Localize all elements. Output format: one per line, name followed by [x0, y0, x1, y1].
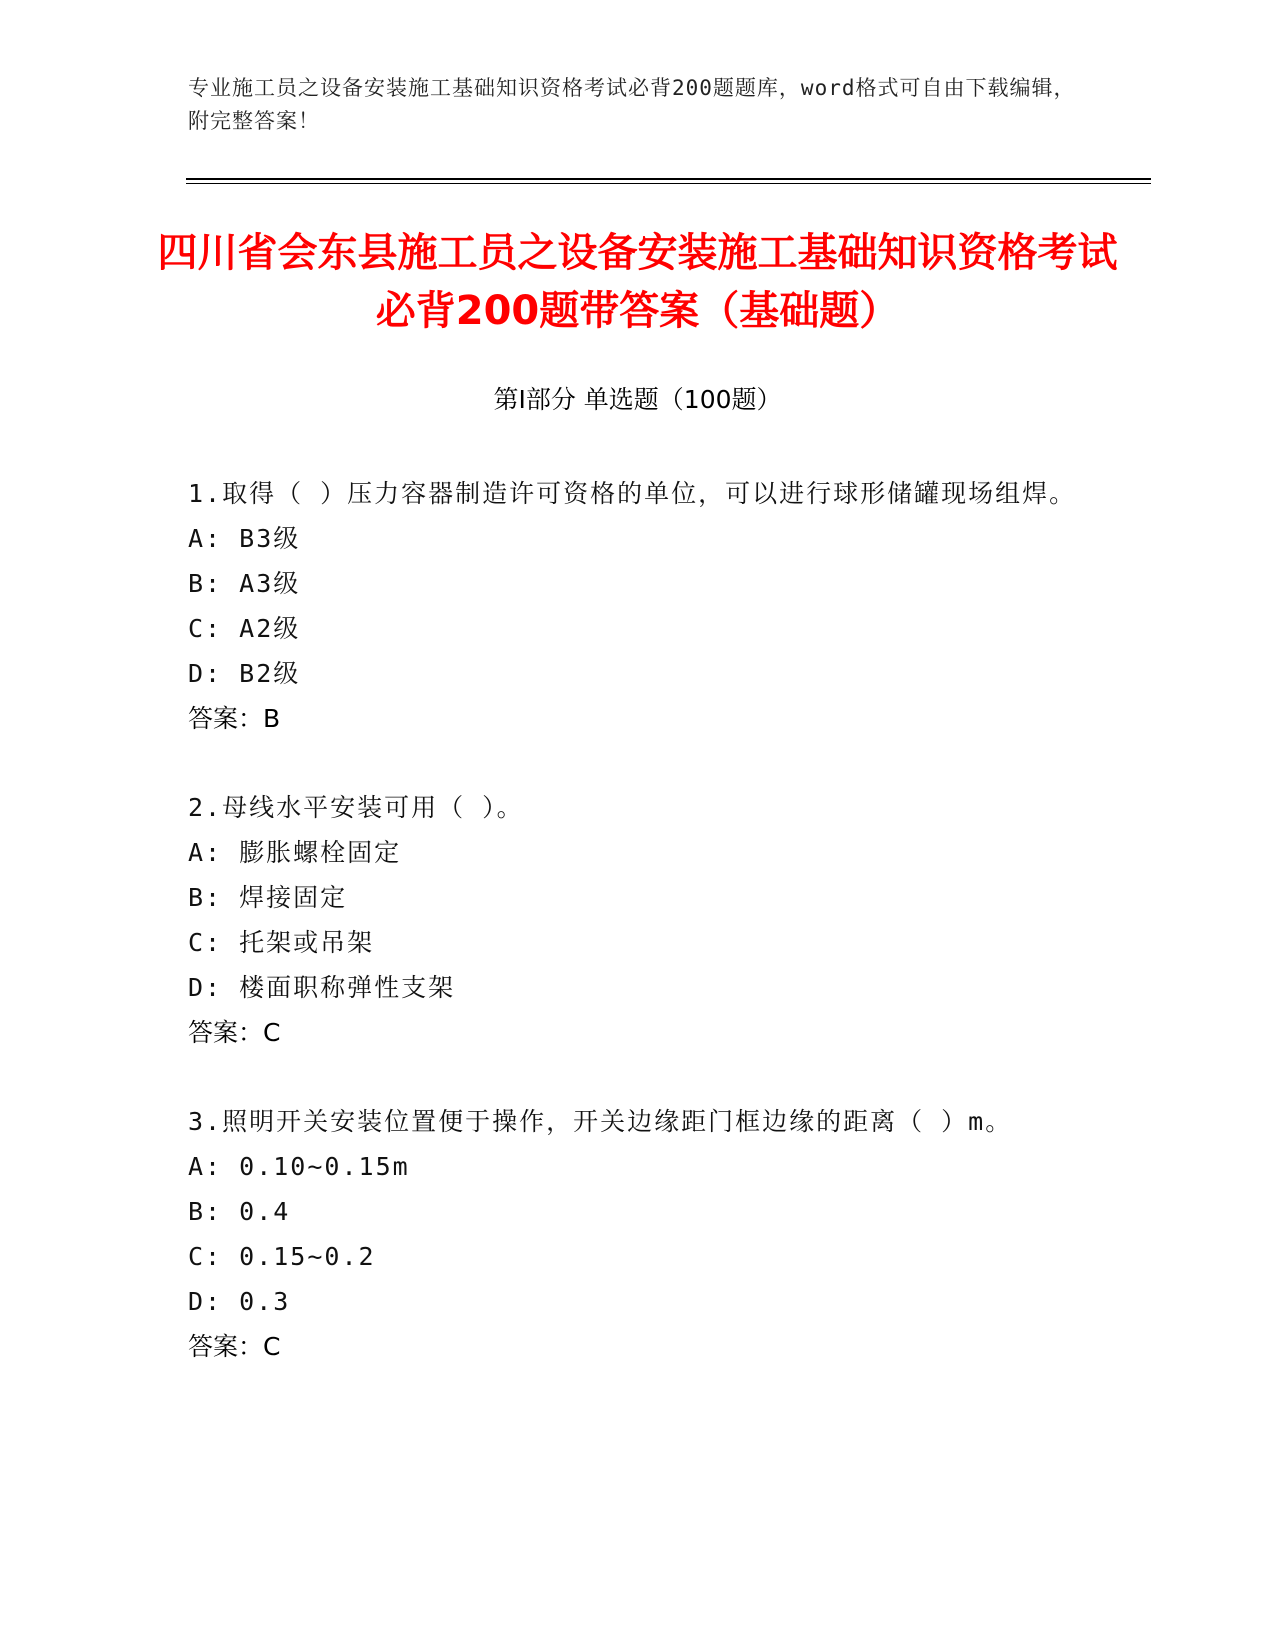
option-c: C: 0.15~0.2 [188, 1242, 376, 1271]
question-stem: 2.母线水平安装可用（ ）。 [188, 793, 524, 822]
option-b: B: 焊接固定 [188, 883, 348, 912]
header-rule-thick [186, 178, 1151, 180]
option-a: A: B3级 [188, 524, 301, 553]
question-stem: 1.取得（ ）压力容器制造许可资格的单位，可以进行球形储罐现场组焊。 [188, 479, 1077, 508]
question-spacer [188, 741, 1088, 786]
option-c: C: 托架或吊架 [188, 928, 375, 957]
option-b: B: A3级 [188, 569, 301, 598]
header-rule-thin [186, 183, 1151, 184]
header-note: 专业施工员之设备安装施工基础知识资格考试必背200题题库，word格式可自由下载编辑，附完整答案！ [188, 76, 1076, 133]
question-spacer [188, 1055, 1088, 1100]
option-b: B: 0.4 [188, 1197, 291, 1226]
document-title: 四川省会东县施工员之设备安装施工基础知识资格考试必背200题带答案（基础题） [157, 230, 1118, 334]
question-2 [188, 786, 1088, 1055]
option-d: D: 楼面职称弹性支架 [188, 973, 456, 1002]
option-a: A: 0.10~0.15m [188, 1152, 410, 1181]
answer: 答案：C [188, 1018, 281, 1047]
option-c: C: A2级 [188, 614, 301, 643]
answer: 答案：B [188, 704, 281, 733]
question-list [188, 472, 1088, 1369]
question-stem: 3.照明开关安装位置便于操作，开关边缘距门框边缘的距离（ ）m。 [188, 1107, 1013, 1136]
section-heading: 第I部分 单选题（100题） [493, 385, 782, 414]
question-3 [188, 1100, 1088, 1369]
option-a: A: 膨胀螺栓固定 [188, 838, 402, 867]
option-d: D: B2级 [188, 659, 301, 688]
option-d: D: 0.3 [188, 1287, 291, 1316]
question-1 [188, 472, 1088, 741]
answer: 答案：C [188, 1332, 281, 1361]
